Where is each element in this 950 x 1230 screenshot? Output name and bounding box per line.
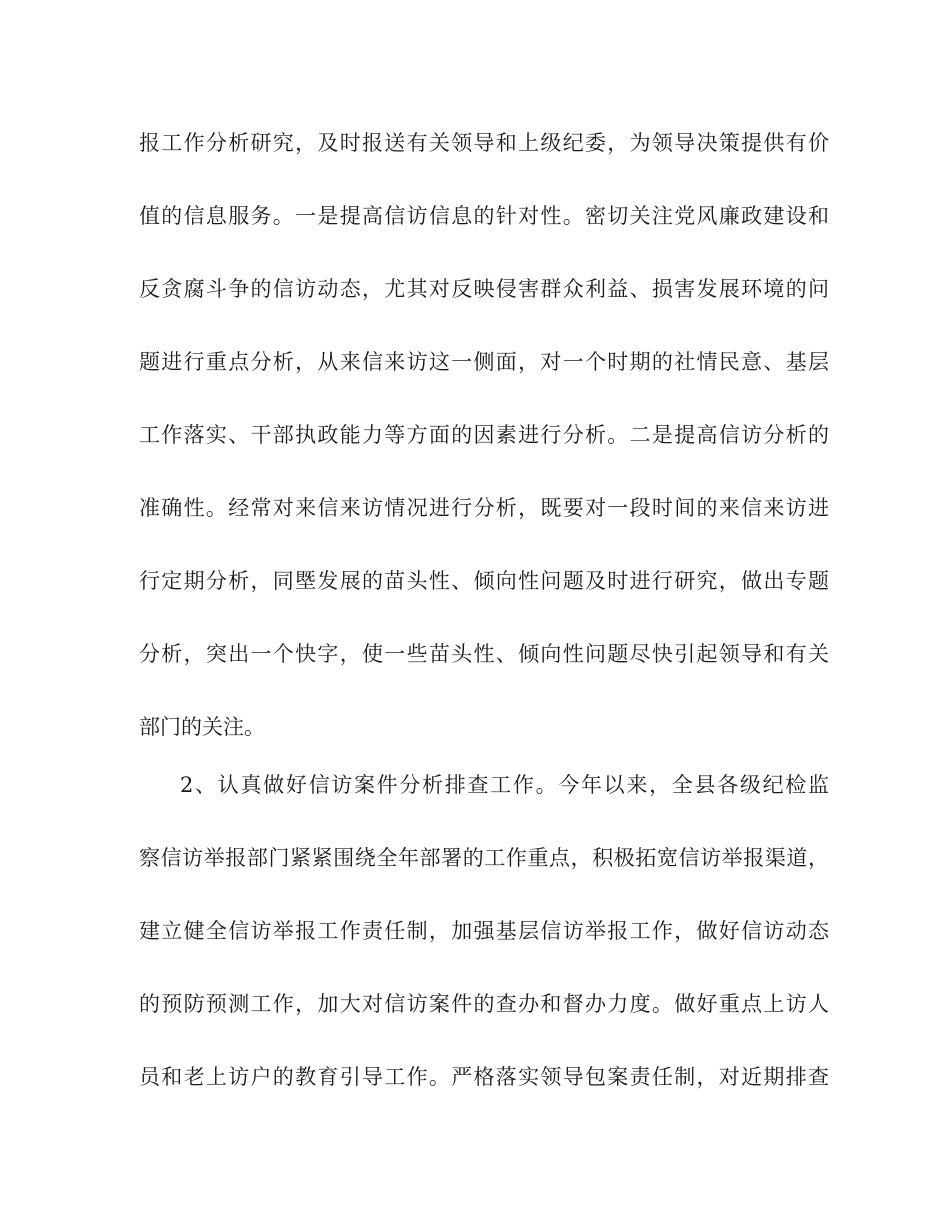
text-line-10: 2、认真做好信访案件分析排查工作。今年以来，全县各级纪检监 <box>180 773 829 797</box>
text-line-8: 分析，突出一个快字，使一些苗头性、倾向性问题尽快引起领导和有关 <box>139 642 829 666</box>
text-line-12: 建立健全信访举报工作责任制，加强基层信访举报工作，做好信访动态 <box>139 919 829 943</box>
text-line-9: 部门的关注。 <box>139 715 265 739</box>
text-line-1: 报工作分析研究，及时报送有关领导和上级纪委，为领导决策提供有价 <box>139 131 829 155</box>
text-line-13: 的预防预测工作，加大对信访案件的查办和督办力度。做好重点上访人 <box>139 992 829 1016</box>
text-line-6: 准确性。经常对来信来访情况进行分析，既要对一段时间的来信来访进 <box>139 496 829 520</box>
text-line-4: 题进行重点分析，从来信来访这一侧面，对一个时期的社情民意、基层 <box>139 350 829 374</box>
text-line-14: 员和老上访户的教育引导工作。严格落实领导包案责任制，对近期排查 <box>139 1065 829 1089</box>
text-line-11: 察信访举报部门紧紧围绕全年部署的工作重点，积极拓宽信访举报渠道， <box>139 846 829 870</box>
text-line-7: 行定期分析，同塈发展的苗头性、倾向性问题及时进行研究，做出专题 <box>139 569 829 593</box>
text-line-3: 反贪腐斗争的信访动态，尤其对反映侵害群众利益、损害发展环境的问 <box>139 277 829 301</box>
text-line-2: 值的信息服务。一是提高信访信息的针对性。密切关注党风廉政建设和 <box>139 204 829 228</box>
text-line-5: 工作落实、干部执政能力等方面的因素进行分析。二是提高信访分析的 <box>139 423 829 447</box>
